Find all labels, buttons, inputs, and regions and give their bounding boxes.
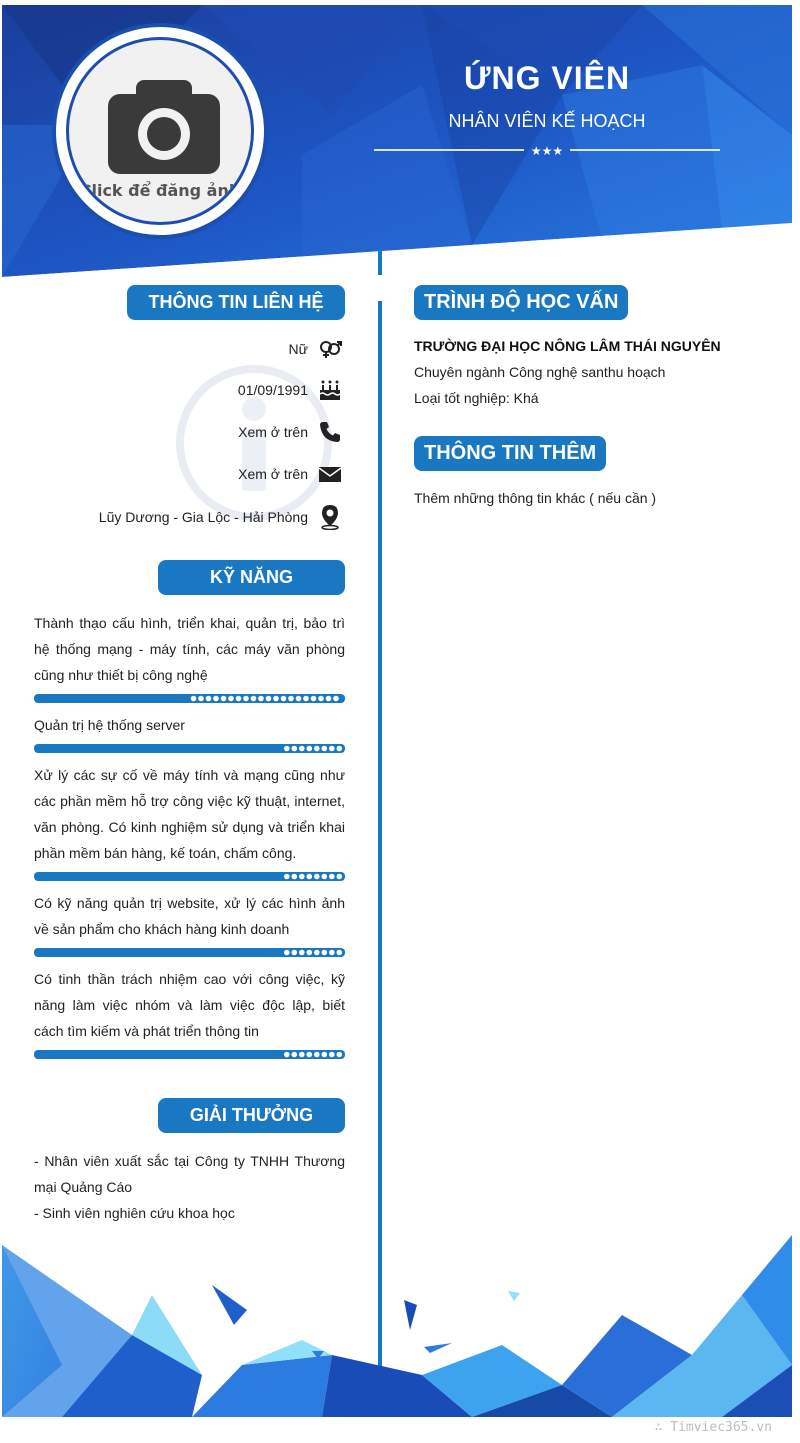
skill-bar-dot [288, 696, 294, 702]
skill-bar-dot [292, 746, 298, 752]
phone-icon [318, 420, 342, 444]
skill-bar-dot [284, 746, 290, 752]
header-divider [378, 249, 382, 275]
school-name: TRƯỜNG ĐẠI HỌC NÔNG LÂM THÁI NGUYÊN [414, 338, 721, 354]
skills-section-title: KỸ NĂNG [158, 560, 345, 595]
skill-bar-dot [314, 746, 320, 752]
footer-background [2, 1235, 792, 1417]
phone-text: Xem ở trên [238, 424, 308, 440]
skill-bar-dot [337, 1052, 343, 1058]
skill-bar-dot [322, 746, 328, 752]
skill-bar-dot [284, 874, 290, 880]
skill-bar-dot [281, 696, 287, 702]
svg-text:★★★: ★★★ [530, 144, 564, 158]
skill-bar-dot [228, 696, 234, 702]
skill-bar-dot [284, 1052, 290, 1058]
skill-bar-track [34, 744, 345, 753]
birthday-cake-icon [318, 378, 342, 402]
skill-bar-dot [299, 1052, 305, 1058]
skill-1-text: Thành thạo cấu hình, triển khai, quản trị, bảo trì hệ thống mạng - máy tính, các máy văn phòng cũng như thiết bị công nghệ [34, 615, 345, 683]
skill-bar-dot [273, 696, 279, 702]
skill-bar-dot [333, 696, 339, 702]
skill-bar-dot [322, 950, 328, 956]
contact-email [238, 462, 342, 486]
envelope-icon [318, 462, 342, 486]
skill-5-bar [34, 1046, 345, 1055]
skill-bar-dot [243, 696, 249, 702]
gender-text: Nữ [288, 341, 308, 357]
contact-gender [289, 337, 342, 361]
skill-bar-dot [314, 1052, 320, 1058]
education-section-title: TRÌNH ĐỘ HỌC VẤN [414, 285, 628, 320]
skill-bar-dot [311, 696, 317, 702]
skill-bar-dot [329, 874, 335, 880]
skill-4-text: Có kỹ năng quản trị website, xử lý các hình ảnh về sản phẩm cho khách hàng kinh doanh [34, 895, 345, 937]
skill-bar-dot [299, 950, 305, 956]
job-title: NHÂN VIÊN KẾ HOẠCH [448, 111, 646, 131]
extra-section-title: THÔNG TIN THÊM [414, 436, 606, 471]
skill-bar-dot [292, 950, 298, 956]
avatar-frame[interactable] [52, 23, 268, 239]
skill-5-text: Có tinh thần trách nhiệm cao với công việc, kỹ năng làm việc nhóm và làm việc độc lập, biết cách tìm kiếm và phát triển thông tin [34, 971, 345, 1039]
skill-bar-dot [314, 874, 320, 880]
contact-phone [238, 420, 342, 444]
location-pin-icon [318, 505, 342, 529]
skill-bar-dot [307, 1052, 313, 1058]
address-text: Lũy Dương - Gia Lộc - Hải Phòng [98, 509, 308, 525]
skill-bar-graphic [34, 1050, 345, 1059]
skill-bar-dot [322, 874, 328, 880]
skill-bar-dot [198, 696, 204, 702]
skill-1-bar [34, 690, 345, 699]
candidate-name: ỨNG VIÊN [463, 60, 631, 96]
skill-bar-dot [266, 696, 272, 702]
skill-bar-dot [299, 874, 305, 880]
skill-bar-dot [307, 950, 313, 956]
contact-address [99, 505, 342, 529]
skill-bar-dot [307, 874, 313, 880]
contact-section-title: THÔNG TIN LIÊN HỆ [127, 285, 345, 320]
skill-bar-graphic [34, 744, 345, 753]
major: Chuyên ngành Công nghệ santhu hoạch [414, 364, 666, 380]
skill-bar-dot [322, 1052, 328, 1058]
email-text: Xem ở trên [238, 466, 308, 482]
award-1: - Nhân viên xuất sắc tại Công ty TNHH Thương mại Quảng Cáo [34, 1153, 345, 1195]
contact-birthday [238, 378, 342, 402]
skill-bar-dot [296, 696, 302, 702]
skill-bar-dot [191, 696, 197, 702]
skill-2-text: Quản trị hệ thống server [34, 717, 185, 733]
skill-bar-track [34, 872, 345, 881]
award-2: - Sinh viên nghiên cứu khoa học [34, 1205, 235, 1221]
skill-3-text: Xử lý các sự cố về máy tính và mạng cũng như các phần mềm hỗ trợ công việc kỹ thuật, internet, văn phòng. Có kinh nghiệm sử dụng và triển khai phần mềm bán hàng, kế toán, chấm công. [34, 767, 345, 861]
skill-bar-dot [213, 696, 219, 702]
skill-bar-dot [292, 1052, 298, 1058]
skill-bar-dot [292, 874, 298, 880]
skill-bar-dot [337, 746, 343, 752]
skill-4-bar [34, 944, 345, 953]
awards-section-title: GIẢI THƯỞNG [158, 1098, 345, 1133]
skill-bar-dot [221, 696, 227, 702]
cv-page [2, 5, 792, 1417]
skill-bar-dot [258, 696, 264, 702]
skill-bar-dot [303, 696, 309, 702]
extra-info-text: Thêm những thông tin khác ( nếu cần ) [414, 490, 657, 506]
skill-bar-dot [299, 746, 305, 752]
stars-divider-icon [374, 141, 720, 159]
skill-3-bar [34, 868, 345, 877]
upload-photo-label: Click để đăng ảnh [79, 181, 241, 200]
skill-bar-dot [337, 874, 343, 880]
graduation-grade: Loại tốt nghiệp: Khá [414, 390, 539, 406]
skill-2-bar [34, 740, 345, 749]
skill-bar-graphic [34, 694, 345, 703]
skill-bar-graphic [34, 948, 345, 957]
skill-bar-dot [318, 696, 324, 702]
birthday-text: 01/09/1991 [237, 382, 308, 398]
column-divider [378, 301, 382, 1381]
skill-bar-dot [236, 696, 242, 702]
skill-bar-dot [284, 950, 290, 956]
skill-bar-dot [206, 696, 212, 702]
skill-bar-dot [314, 950, 320, 956]
skill-bar-graphic [34, 872, 345, 881]
gender-icon [318, 337, 342, 361]
skill-bar-dot [329, 950, 335, 956]
skill-bar-dot [337, 950, 343, 956]
skill-bar-dot [326, 696, 332, 702]
skill-bar-track [34, 948, 345, 957]
avatar-upload[interactable] [66, 37, 254, 225]
skill-bar-dot [329, 1052, 335, 1058]
skill-bar-dot [329, 746, 335, 752]
skill-bar-track [34, 1050, 345, 1059]
skill-bar-dot [251, 696, 257, 702]
site-watermark: ∴ Timviec365.vn [654, 1420, 772, 1435]
skill-bar-dot [307, 746, 313, 752]
camera-icon [108, 78, 220, 174]
